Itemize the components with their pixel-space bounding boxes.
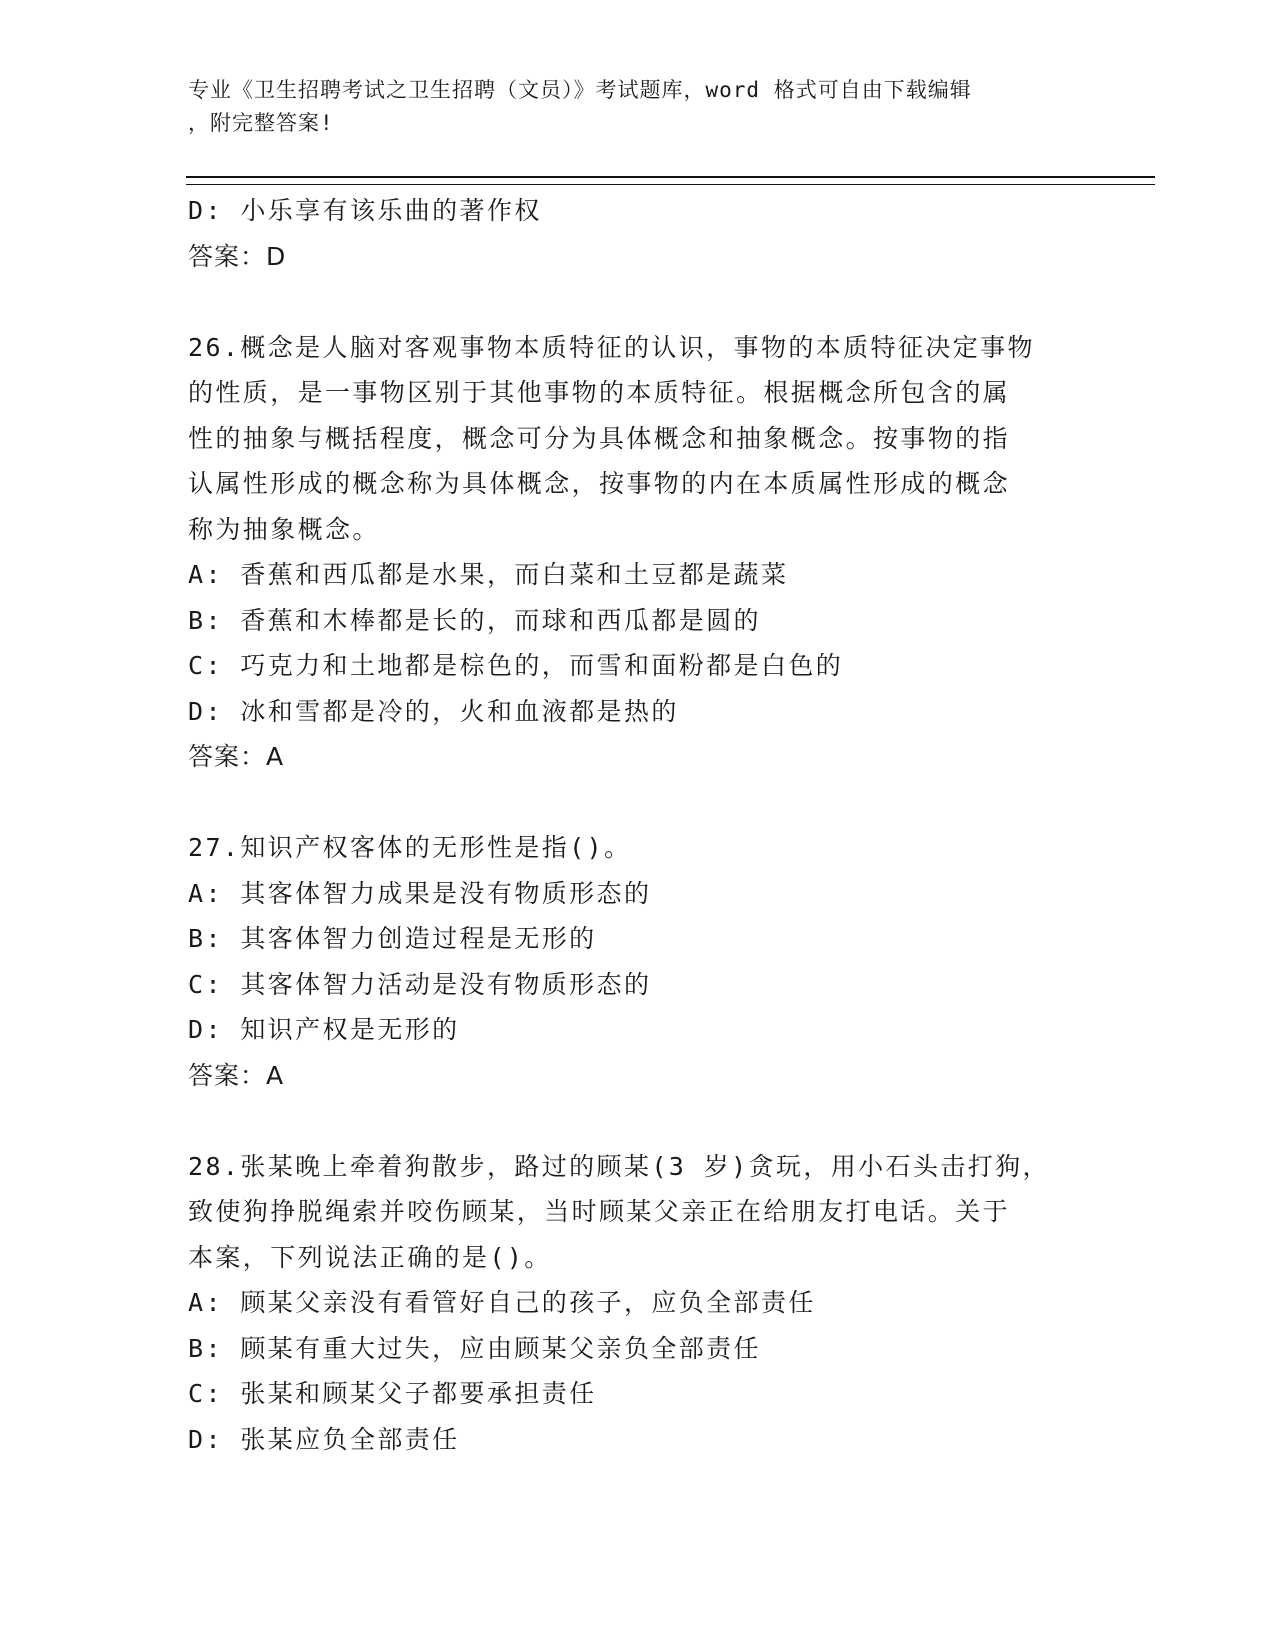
question-stem-line: 认属性形成的概念称为具体概念，按事物的内在本质属性形成的概念	[188, 469, 1011, 498]
option-b: B: 顾某有重大过失，应由顾某父亲负全部责任	[188, 1333, 761, 1363]
question-stem-line: 28.张某晚上牵着狗散步，路过的顾某(3 岁)贪玩，用小石头击打狗，	[188, 1151, 1050, 1181]
question-stem-line: 性的抽象与概括程度，概念可分为具体概念和抽象概念。按事物的指	[188, 423, 1011, 453]
answer-line: 答案：A	[188, 1060, 285, 1090]
option-a: A: 顾某父亲没有看管好自己的孩子，应负全部责任	[188, 1288, 816, 1317]
option-d: D: 小乐享有该乐曲的著作权	[188, 196, 542, 225]
question-27	[188, 825, 1088, 1098]
option-c: C: 张某和顾某父子都要承担责任	[188, 1379, 597, 1408]
question-28	[188, 1144, 1088, 1463]
option-a: A: 香蕉和西瓜都是水果，而白菜和土豆都是蔬菜	[188, 560, 789, 589]
question-stem-line: 致使狗挣脱绳索并咬伤顾某，当时顾某父亲正在给朋友打电话。关于	[188, 1197, 1011, 1226]
question-stem-line: 26.概念是人脑对客观事物本质特征的认识，事物的本质特征决定事物	[188, 332, 1035, 362]
answer-line: 答案：A	[188, 742, 285, 771]
header-divider	[186, 176, 1155, 185]
option-d: D: 冰和雪都是冷的，火和血液都是热的	[188, 696, 679, 726]
option-d: D: 知识产权是无形的	[188, 1015, 460, 1044]
document-header	[188, 74, 1068, 140]
option-b: B: 香蕉和木棒都是长的，而球和西瓜都是圆的	[188, 605, 761, 635]
option-a: A: 其客体智力成果是没有物质形态的	[188, 878, 652, 908]
question-25	[188, 188, 1088, 279]
question-26	[188, 325, 1088, 780]
question-stem-line: 27.知识产权客体的无形性是指()。	[188, 833, 632, 862]
spacer	[188, 780, 1088, 826]
option-b: B: 其客体智力创造过程是无形的	[188, 924, 597, 953]
option-d: D: 张某应负全部责任	[188, 1424, 460, 1454]
question-list	[188, 188, 1088, 1462]
option-c: C: 其客体智力活动是没有物质形态的	[188, 969, 652, 999]
question-stem-line: 的性质，是一事物区别于其他事物的本质特征。根据概念所包含的属	[188, 378, 1011, 407]
question-stem-line: 称为抽象概念。	[188, 514, 380, 544]
answer-line: 答案：D	[188, 241, 287, 271]
header-line-2: ，附完整答案!	[188, 111, 334, 135]
question-stem-line: 本案，下列说法正确的是()。	[188, 1242, 552, 1272]
spacer	[188, 1098, 1088, 1144]
spacer	[188, 279, 1088, 325]
option-c: C: 巧克力和土地都是棕色的，而雪和面粉都是白色的	[188, 651, 844, 680]
header-line-1: 专业《卫生招聘考试之卫生招聘（文员）》考试题库，word 格式可自由下载编辑	[188, 78, 972, 102]
